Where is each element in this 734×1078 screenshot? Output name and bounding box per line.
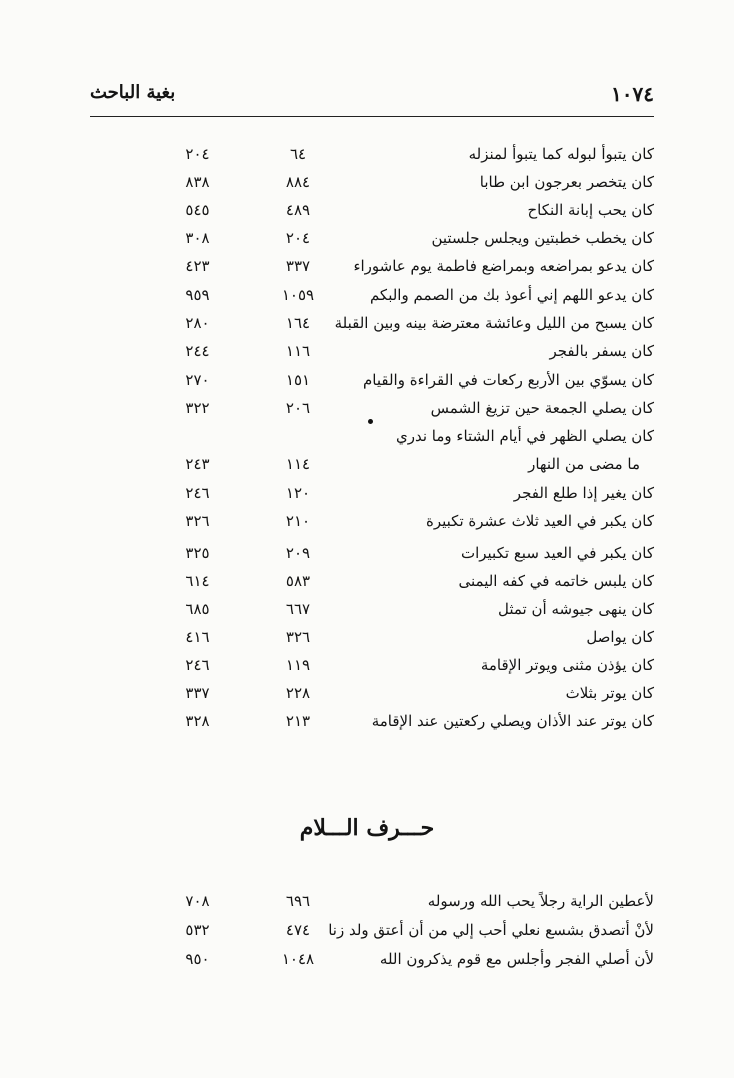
entry-text: كان يوتر عند الأذان ويصلي ركعتين عند الإقامة <box>371 712 654 730</box>
entry-ref-2: ٨٣٨ <box>185 173 210 191</box>
index-entry <box>90 225 654 251</box>
index-entry <box>90 946 654 972</box>
index-entry <box>90 540 654 566</box>
entry-ref-2: ٢٨٠ <box>185 314 210 332</box>
entry-ref-1: ١٢٠ <box>285 484 311 502</box>
entry-ref-1: ١١٩ <box>285 656 311 674</box>
entry-text: كان يدعو بمراضعه وبمراضع فاطمة يوم عاشوراء <box>353 257 654 275</box>
entry-ref-2: ٣٢٢ <box>185 399 210 417</box>
entry-ref-2: ٢٤٣ <box>185 455 210 473</box>
entry-text: كان يحب إبانة النكاح <box>527 201 654 219</box>
index-entry <box>90 169 654 195</box>
entry-ref-1: ١٦٤ <box>285 314 311 332</box>
entry-ref-2: ٢٤٦ <box>185 484 210 502</box>
entry-ref-2: ٣٢٥ <box>185 544 210 562</box>
index-entry <box>90 141 654 167</box>
entry-ref-2: ٢٤٤ <box>185 342 210 360</box>
entry-ref-2: ٣٠٨ <box>185 229 210 247</box>
entry-text: كان يغير إذا طلع الفجر <box>513 484 654 502</box>
entry-ref-1: ٢٠٦ <box>285 399 311 417</box>
entry-text: كان يسبح من الليل وعائشة معترضة بينه وبين القبلة <box>334 314 654 332</box>
page-number: ١٠٧٤ <box>611 82 654 106</box>
header-rule <box>90 116 654 117</box>
section-heading: حـــرف الـــلام <box>299 815 435 841</box>
entry-ref-2: ٧٠٨ <box>185 892 210 910</box>
entry-ref-1: ١١٤ <box>285 455 311 473</box>
entry-text: كان يسوّي بين الأربع ركعات في القراءة والقيام <box>362 371 654 389</box>
entry-text: كان ينهى جيوشه أن تمثل <box>498 600 654 618</box>
entry-ref-1: ٣٣٧ <box>285 257 311 275</box>
index-entry <box>90 917 654 943</box>
entry-ref-2: ٦٨٥ <box>185 600 210 618</box>
index-entry <box>90 197 654 223</box>
entry-text: كان يصلي الظهر في أيام الشتاء وما ندري <box>395 427 654 445</box>
entry-text: كان يكبر في العيد سبع تكبيرات <box>460 544 654 562</box>
entry-text: كان يكبر في العيد ثلاث عشرة تكبيرة <box>425 512 654 530</box>
entry-ref-2: ٢٤٦ <box>185 656 210 674</box>
entry-ref-2: ٢٠٤ <box>185 145 210 163</box>
entry-ref-1: ١٥١ <box>285 371 311 389</box>
index-entry <box>90 395 654 421</box>
entry-ref-1: ٤٨٩ <box>285 201 311 219</box>
entry-ref-2: ٩٥٩ <box>185 286 210 304</box>
index-entry <box>90 310 654 336</box>
entry-ref-1: ٣٢٦ <box>285 628 311 646</box>
index-entry <box>90 596 654 622</box>
index-entry <box>90 624 654 650</box>
entry-ref-1: ٢٠٩ <box>285 544 311 562</box>
entry-text: لأن أصلي الفجر وأجلس مع قوم يذكرون الله <box>379 950 654 968</box>
entry-ref-2: ٣٢٦ <box>185 512 210 530</box>
entry-ref-2: ٤٢٣ <box>185 257 210 275</box>
entry-ref-2: ٥٤٥ <box>185 201 210 219</box>
entry-text: كان يواصل <box>586 628 654 646</box>
entry-ref-1: ٢٢٨ <box>285 684 311 702</box>
entry-ref-1: ١٠٥٩ <box>281 286 315 304</box>
entry-ref-1: ٢١٣ <box>285 712 311 730</box>
index-entry <box>90 253 654 279</box>
index-entry <box>90 282 654 308</box>
entry-ref-1: ٦٤ <box>289 145 307 163</box>
entry-ref-2: ٦١٤ <box>185 572 210 590</box>
index-entry <box>90 423 654 449</box>
entry-ref-1: ٢١٠ <box>285 512 311 530</box>
index-entry <box>90 568 654 594</box>
index-entry <box>90 680 654 706</box>
entry-text: كان يوتر بثلاث <box>565 684 654 702</box>
index-entry <box>90 338 654 364</box>
entry-ref-2: ٣٣٧ <box>185 684 210 702</box>
entry-text: كان يتبوأ لبوله كما يتبوأ لمنزله <box>468 145 654 163</box>
entry-ref-2: ٥٣٢ <box>185 921 210 939</box>
index-entry <box>90 367 654 393</box>
entry-text: كان يدعو اللهم إني أعوذ بك من الصمم والبكم <box>369 286 654 304</box>
entry-ref-1: ٤٧٤ <box>285 921 311 939</box>
entry-ref-2: ٤١٦ <box>185 628 210 646</box>
entry-text: ما مضى من النهار <box>528 455 640 473</box>
index-entry <box>90 508 654 534</box>
entry-text: لأنْ أتصدق بشسع نعلي أحب إلي من أن أعتق ولد زنا <box>328 921 654 939</box>
entry-text: كان يخطب خطبتين ويجلس جلستين <box>431 229 654 247</box>
entry-ref-1: ٨٨٤ <box>285 173 311 191</box>
entry-text: كان يلبس خاتمه في كفه اليمنى <box>458 572 654 590</box>
book-title: بغية الباحث <box>90 82 176 103</box>
entry-ref-1: ٥٨٣ <box>285 572 311 590</box>
page-header <box>90 82 654 112</box>
index-entry <box>90 652 654 678</box>
entry-text: لأعطين الراية رجلاً يحب الله ورسوله <box>427 892 654 910</box>
entry-text: كان يصلي الجمعة حين تزيغ الشمس <box>430 399 654 417</box>
index-entry <box>90 888 654 914</box>
index-entry <box>90 451 654 477</box>
entry-ref-2: ٣٢٨ <box>185 712 210 730</box>
entry-ref-1: ٦٩٦ <box>285 892 311 910</box>
entry-ref-2: ٢٧٠ <box>185 371 210 389</box>
entry-ref-1: ٦٦٧ <box>285 600 311 618</box>
entry-ref-1: ١١٦ <box>285 342 311 360</box>
entry-text: كان يؤذن مثنى ويوتر الإقامة <box>480 656 654 674</box>
index-entry <box>90 480 654 506</box>
entry-ref-1: ٢٠٤ <box>285 229 311 247</box>
entry-ref-1: ١٠٤٨ <box>281 950 315 968</box>
entry-text: كان يسفر بالفجر <box>549 342 654 360</box>
entry-ref-2: ٩٥٠ <box>185 950 210 968</box>
entry-text: كان يتخصر بعرجون ابن طابا <box>479 173 654 191</box>
index-entry <box>90 708 654 734</box>
